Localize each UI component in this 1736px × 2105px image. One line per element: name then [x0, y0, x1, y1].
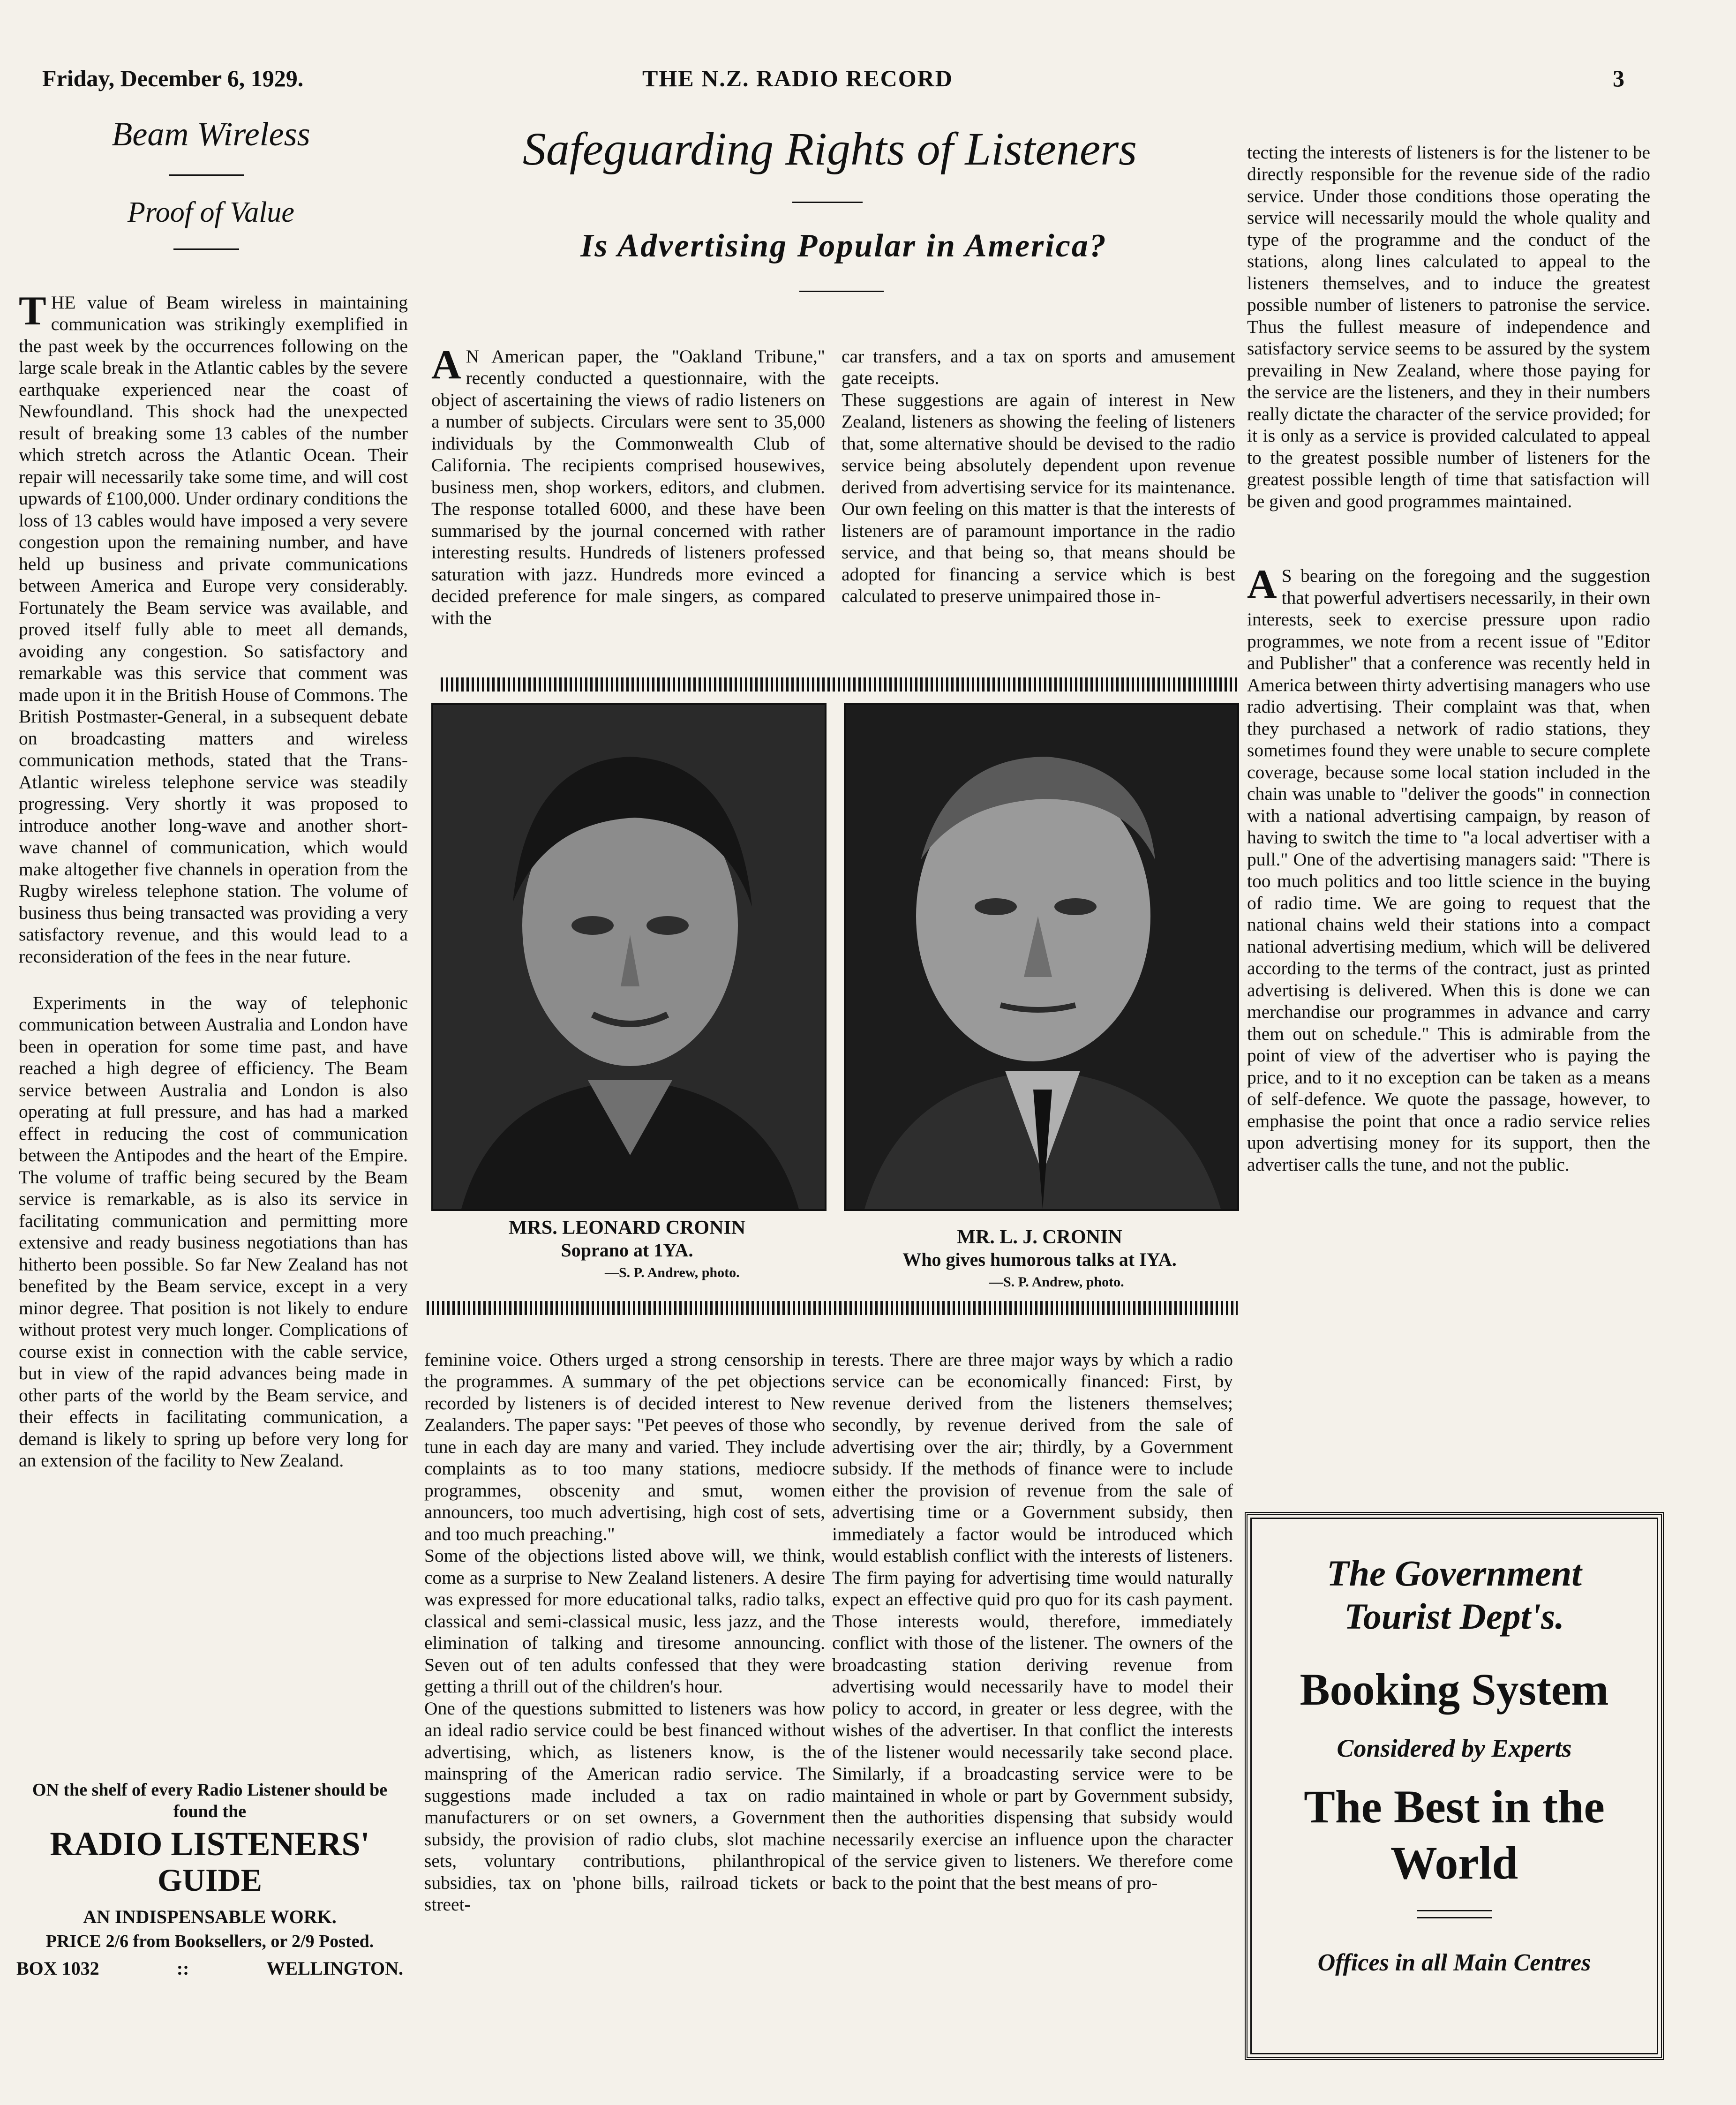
masthead-title: THE N.Z. RADIO RECORD [642, 65, 953, 91]
beam-paragraph-2: Experiments in the way of telephonic communication between Australia and London have been in operation for some time past, and have reached a high degree of efficiency. The Beam service between Australia and London is also operating at full pressure, and has had a marked effect in reducing the cost of communication between the Antipodes and the heart of the Empire. The volume of traffic being secured by the Beam service is remarkable, as is also its service in facilitating communication and permitting more extensive and ready business negotiations than has hitherto been possible. So far New Zealand has not benefited by the Beam service, except in a very minor degree. That position is not likely to endure without protest very much longer. Complications of course exist in connection with the cable service, but in view of the rapid advances being made in other parts of the world by the Beam service, and their effects in facilitating communication, a demand is likely to spring up before very long for an extension of the facility to New Zealand. [19, 992, 408, 1471]
tourist-ad-line2: Tourist Dept's. [1344, 1596, 1564, 1637]
main-col3-top-text: tecting the interests of listeners is for the listener to be directly responsible for the revenue side of the radio service. Under those conditions those operating the service will necessarily mould the whole quality and type of the programme and the conduct of the stations, along lines calculated to appeal to the listeners themselves, and to induce the greatest possible number of listeners to patronise the service. Thus the fullest measure of independence and satisfactory service seems to be assured by the system prevailing in New Zealand, where those paying for the service are the listeners, and they in their numbers really dictate the character of the service provided; for it is only as a service is provided calculated to appeal to the greatest possible number of listeners for the greatest possible length of time that satisfaction will be given and good programmes maintained. [1247, 142, 1650, 511]
mr-cronin-photo [844, 703, 1239, 1211]
main-col2-bottom-text: terests. There are three major ways by which a radio service can be economically financed: First, by revenue derived from the listeners themselves; secondly, by revenue derived from the sale of advertising over the air; thirdly, by a Government subsidy. If the methods of finance were to include either the provision of revenue from the sale of advertising time or a Government subsidy, then immediately a factor would be introduced which would establish conflict with the interests of listeners. The firm paying for advertising time would naturally expect an effective quid pro quo for its cash payment. Those interests would, therefore, immediately conflict with those of the listener. The owners of the broadcasting station deriving revenue from advertising would necessarily have to model their policy to accord, in greater or less degree, with the wishes of the advertiser. In that conflict the interests of the listener would necessarily take second place. Similarly, if a broadcasting service were to be maintained in whole or part by Government subsidy, then the authorities dispensing that subsidy would necessarily exercise an influence upon the character of the service given to listeners. We therefore come back to the point that the best means of pro- [832, 1349, 1233, 1893]
main-drop-cap: A [431, 342, 461, 388]
tourist-ad-line4: Considered by Experts [1337, 1734, 1572, 1762]
guide-ad-lead: ON the shelf of every Radio Listener should be found the [32, 1780, 388, 1821]
portrait-man [846, 705, 1237, 1209]
portrait-woman [433, 705, 825, 1209]
main-subtitle-rule [799, 291, 884, 292]
main-article-col2-bottom [832, 1327, 1233, 1918]
main-col1-top-text: N American paper, the "Oakland Tribune," recently conducted a questionnaire, with the object of ascertaining the views of radio listeners on a number of subjects. Circulars were sent to 35,000 individuals by the Commonwealth Club of California. The recipients comprised housewives, business men, shop workers, editors, and clubmen. The response totalled 6000, and these have been summarised by the journal concerned with rather interesting results. Hundreds of listeners professed saturation with jazz. Hundreds more evinced a decided preference for male singers, as compared with the [431, 346, 825, 628]
mrs-cronin-photo [431, 703, 827, 1211]
main-article-col1-bottom [424, 1327, 825, 1940]
ornamental-rule-top [441, 677, 1238, 692]
main-article-col3 [1247, 120, 1650, 1222]
tourist-ad-line5: The Best in the [1304, 1781, 1605, 1833]
left-caption-desc: Soprano at 1YA. [561, 1240, 693, 1261]
right-caption-name: MR. L. J. CRONIN [957, 1226, 1122, 1248]
tourist-ad-inner [1250, 1518, 1658, 2054]
main-col2-top-text: car transfers, and a tax on sports and amusement gate receipts. These suggestions are again of interest in New Zealand, listeners as showing the feeling of listeners that, some alternative should be devised to the radio service being absolutely dependent upon revenue derived from advertising service for its maintenance. Our own feeling on this matter is that the interests of listeners are of paramount importance in the radio service, and that being so, that means should be adopted for financing a service which is best calculated to preserve unimpaired those in- [842, 346, 1235, 606]
issue-date: Friday, December 6, 1929. [42, 65, 304, 91]
main-article-subtitle: Is Advertising Popular in America? [580, 228, 1107, 264]
second-drop-cap: A [1247, 562, 1277, 607]
beam-article-subtitle: Proof of Value [128, 196, 294, 228]
left-caption-name: MRS. LEONARD CRONIN [508, 1217, 746, 1239]
tourist-dept-ad [1245, 1512, 1664, 2060]
beam-article-title: Beam Wireless [112, 115, 310, 153]
page-number: 3 [1613, 65, 1624, 91]
guide-ad-box: BOX 1032 [16, 1958, 99, 1979]
main-col3-second-text: S bearing on the foregoing and the suggestion that powerful advertisers necessarily, in their own interests, seek to exercise pressure upon radio programmes, we note from a recent issue of "Editor and Publisher" that a conference was recently held in America between thirty advertising managers who use radio advertising. Their complaint was that, when they purchased a network of radio stations, they sometimes found they were unable to secure complete coverage, because some local station included in the chain was unable to "deliver the goods" in connection with a national advertising campaign, by reason of having to switch the time to "a local advertiser with a pull." One of the advertising managers said: "There is too much politics and too little science in the buying of radio time. We are going to request that the national chains weld their stations into a compact national advertising medium, which will be delivered according to the terms of the contract, just as printed advertising is delivered. When this is done we can merchandise our programmes in advance and carry them out on schedule." This is admirable from the point of view of the advertiser who is paying the price, and to it no exception can be taken as a means of self-defence. We quote the passage, however, to emphasise the point that once a radio service relies upon advertising money for its support, then the advertiser calls the tune, and not the public. [1247, 565, 1650, 1175]
main-article-title: Safeguarding Rights of Listeners [522, 123, 1137, 175]
radio-guide-ad [12, 1779, 408, 1992]
guide-ad-title-2: GUIDE [158, 1862, 262, 1898]
main-article-col1-top [431, 323, 825, 654]
tourist-ad-rule-2 [1417, 1917, 1492, 1918]
guide-ad-address [12, 1955, 408, 1982]
main-col1-bottom-text: feminine voice. Others urged a strong censorship in the programmes. A summary of the pet objections recorded by listeners is of decided interest to New Zealanders. The paper says: "Pet peeves of those who tune in each day are many and varied. They include complaints as to too many stations, mediocre programmes, obscenity and smut, women announcers, too much advertising, high cost of sets, and too much preaching." Some of the objections listed above will, we think, come as a surprise to New Zealand listeners. A desire was expressed for more educational talks, radio talks, classical and semi-classical music, less jazz, and the elimination of talking and tiresome announcing. Seven out of ten adults confessed that they were getting a thrill out of the children's hour. One of the questions submitted to listeners was how an ideal radio service could be best financed without advertising, which, as listeners know, is the mainspring of the American radio service. The suggestions made included a tax on radio manufacturers or on set owners, a Government subsidy, the provision of radio clubs, slot machine sets, voluntary contributions, philanthropical subsidies, tax on 'phone bills, railroad tickets or street- [424, 1349, 825, 1915]
guide-ad-separator: :: [176, 1958, 189, 1979]
guide-ad-title: RADIO LISTENERS' [50, 1825, 370, 1863]
title-rule [169, 174, 244, 176]
tourist-ad-rule [1417, 1910, 1492, 1911]
subtitle-rule [173, 248, 239, 250]
ornamental-rule-bottom [427, 1301, 1238, 1315]
right-caption-desc: Who gives humorous talks at IYA. [902, 1249, 1177, 1270]
tourist-ad-line1: The Government [1327, 1553, 1582, 1594]
drop-cap: T [19, 288, 46, 334]
guide-ad-city: WELLINGTON. [266, 1958, 403, 1979]
main-title-rule [792, 202, 863, 203]
beam-article-body [19, 270, 408, 1496]
guide-ad-tagline: AN INDISPENSABLE WORK. [83, 1906, 337, 1927]
right-photo-credit: —S. P. Andrew, photo. [989, 1274, 1124, 1290]
left-photo-credit: —S. P. Andrew, photo. [605, 1265, 740, 1280]
tourist-ad-line3: Booking System [1300, 1664, 1609, 1714]
main-article-col2-top [842, 323, 1235, 632]
tourist-ad-line7: Offices in all Main Centres [1317, 1949, 1591, 1976]
tourist-ad-line6: World [1390, 1837, 1518, 1889]
beam-paragraph-1: HE value of Beam wireless in maintaining communication was strikingly exemplified in the past week by the occurrences following on the large scale break in the Atlantic cables by the severe earthquake experienced near the coast of Newfoundland. This shock had the unexpected result of breaking some 13 cables of the number which stretch across the Atlantic Ocean. Their repair will necessarily take some time, and will cost upwards of £100,000. Under ordinary conditions the loss of 13 cables would have imposed a very severe congestion upon the remaining number, and have held up business and private communications between America and Europe very considerably. Fortunately the Beam service was available, and proved itself fully able to meet all demands, avoiding any congestion. So satisfactory and remarkable was this service that comment was made upon it in the British House of Commons. The British Postmaster-General, in a subsequent debate on broadcasting matters and wireless communication methods, stated that the Trans-Atlantic wireless telephone service was steadily progressing. Very shortly it was proposed to introduce another long-wave and another short-wave channel of communication, which would make altogether five channels in operation from the Rugby wireless telephone station. The volume of business thus being transacted was providing a very satisfactory revenue, and this would lead to a reconsideration of the fees in the near future. [19, 292, 408, 967]
guide-ad-price: PRICE 2/6 from Booksellers, or 2/9 Posted. [45, 1932, 374, 1951]
